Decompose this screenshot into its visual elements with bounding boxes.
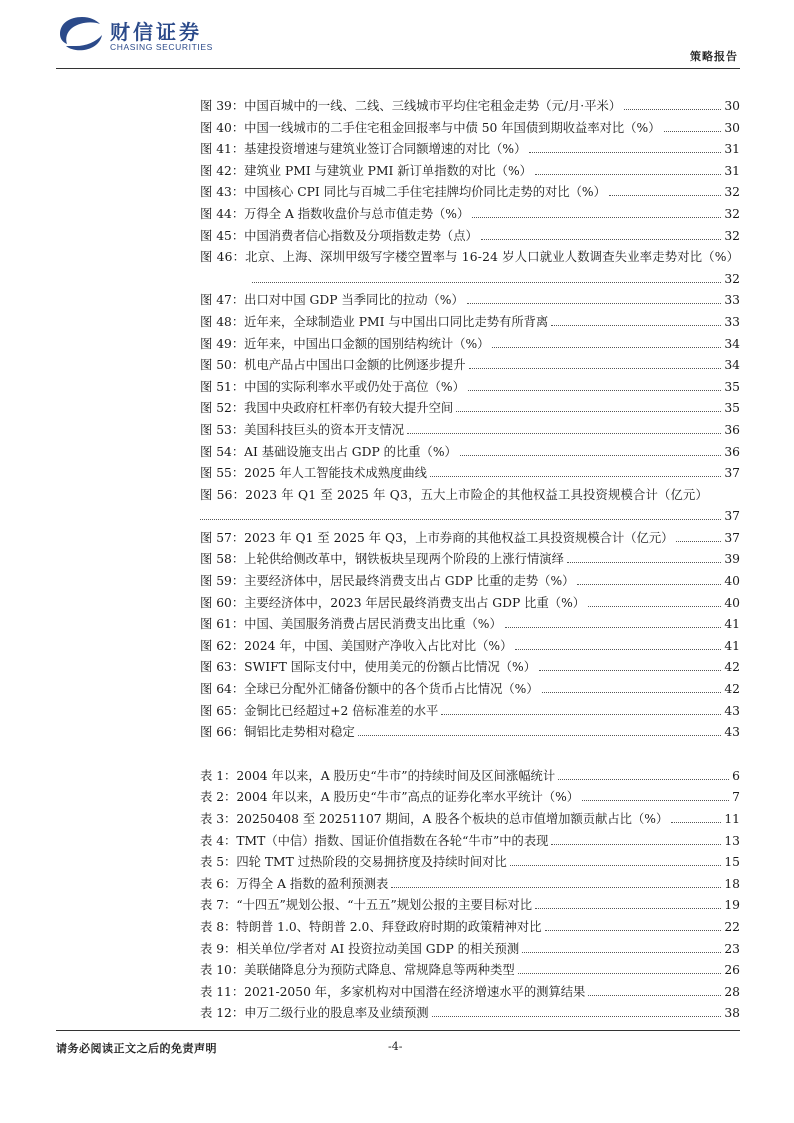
table-list [200,766,740,1025]
toc-entry[interactable] [200,679,740,701]
toc-entry-title: 图 62：2024 年，中国、美国财产净收入占比对比（%） [200,638,513,653]
toc-entry[interactable] [200,831,740,853]
toc-entry[interactable] [200,1003,740,1025]
toc-entry-page: 23 [724,941,740,956]
toc-entry-page: 33 [724,314,740,329]
toc-entry-page: 37 [724,530,740,545]
toc-entry-page: 43 [724,703,740,718]
leader-dots [441,713,721,715]
leader-dots [432,1015,722,1017]
toc-entry-title: 表 11：2021-2050 年，多家机构对中国潜在经济增速水平的测算结果 [200,984,586,999]
toc-entry[interactable] [200,917,740,939]
toc-entry-title: 图 43：中国核心 CPI 同比与百城二手住宅挂牌均价同比走势的对比（%） [200,185,606,200]
leader-dots [472,216,721,218]
toc-entry[interactable] [200,593,740,615]
toc-entry-page: 41 [724,617,740,632]
leader-dots [481,238,722,240]
toc-entry-page: 13 [724,833,740,848]
toc-entry-page: 35 [724,379,740,394]
toc-entry[interactable] [200,161,740,183]
toc-entry-title: 表 10：美联储降息分为预防式降息、常规降息等两种类型 [200,963,515,978]
toc-entry-page: 38 [724,1006,740,1021]
toc-entry-page: 32 [724,228,740,243]
toc-entry-title: 图 40：中国一线城市的二手住宅租金回报率与中债 50 年国债到期收益率对比（%） [200,120,661,135]
toc-entry-title: 表 5：四轮 TMT 过热阶段的交易拥挤度及持续时间对比 [200,855,507,870]
toc-entry-title: 图 44：万得全 A 指数收盘价与总市值走势（%） [200,206,470,221]
leader-dots [252,281,722,283]
table-of-contents [200,96,740,1025]
toc-entry-title: 图 64：全球已分配外汇储备份额中的各个货币占比情况（%） [200,682,539,697]
toc-entry-page: 7 [732,790,740,805]
toc-entry[interactable] [200,614,740,636]
toc-entry-title: 表 9：相关单位/学者对 AI 投资拉动美国 GDP 的相关预测 [200,941,520,956]
toc-entry[interactable] [200,420,740,442]
header-divider [56,68,740,69]
leader-dots [664,130,722,132]
leader-dots [609,194,721,196]
footer-divider [56,1030,740,1031]
page-number: -4- [388,1040,403,1053]
leader-dots [460,454,722,456]
leader-dots [577,583,721,585]
leader-dots [518,972,722,974]
toc-entry-page-line [200,506,740,528]
leader-dots [551,843,721,845]
leader-dots [588,994,721,996]
toc-entry-title: 图 51：中国的实际利率水平或仍处于高位（%） [200,379,465,394]
toc-entry-title: 图 42：建筑业 PMI 与建筑业 PMI 新订单指数的对比（%） [200,163,532,178]
toc-entry-page-line [200,269,740,291]
toc-entry[interactable] [200,874,740,896]
toc-entry-title: 图 39：中国百城中的一线、二线、三线城市平均住宅租金走势（元/月·平米） [200,99,622,113]
toc-entry-page: 31 [724,163,740,178]
toc-entry-title: 图 59：主要经济体中，居民最终消费支出占 GDP 比重的走势（%） [200,574,575,589]
toc-entry-page: 35 [724,401,740,416]
toc-entry-title: 图 54：AI 基础设施支出占 GDP 的比重（%） [200,444,457,459]
toc-entry-page: 31 [724,142,740,157]
toc-entry-title: 图 61：中国、美国服务消费占居民消费支出比重（%） [200,617,502,632]
leader-dots [467,302,722,304]
leader-dots [558,778,729,780]
toc-entry-title: 表 4：TMT（中信）指数、国证价值指数在各轮“牛市”中的表现 [200,833,549,848]
toc-entry[interactable] [200,118,740,140]
toc-entry[interactable] [200,334,740,356]
leader-dots [588,605,721,607]
toc-entry[interactable] [200,139,740,161]
report-type-label: 策略报告 [690,50,738,63]
toc-entry[interactable] [200,226,740,248]
toc-entry-title: 图 63：SWIFT 国际支付中，使用美元的份额占比情况（%） [200,660,537,675]
toc-entry[interactable] [200,982,740,1004]
toc-entry-page: 26 [724,963,740,978]
toc-entry-title: 图 45：中国消费者信心指数及分项指数走势（点） [200,228,478,243]
toc-entry-title: 图 55：2025 年人工智能技术成熟度曲线 [200,466,427,481]
toc-entry-page: 32 [724,271,740,286]
leader-dots [539,669,721,671]
toc-entry[interactable] [200,852,740,874]
toc-entry-title: 图 48：近年来，全球制造业 PMI 与中国出口同比走势有所背离 [200,314,549,329]
toc-entry-title: 表 3：20250408 至 20251107 期间，A 股各个板块的总市值增加额贡献占比（%） [200,812,669,826]
toc-entry[interactable] [200,787,740,809]
toc-entry-title: 图 46：北京、上海、深圳甲级写字楼空置率与 16-24 岁人口就业人数调查失业率走势对比（%） [200,250,740,265]
toc-entry[interactable] [200,355,740,377]
toc-entry-title: 图 49：近年来，中国出口金额的国别结构统计（%） [200,336,490,351]
toc-entry-title: 图 60：主要经济体中，2023 年居民最终消费支出占 GDP 比重（%） [200,595,586,610]
toc-entry-page: 6 [732,768,740,783]
toc-entry[interactable] [200,939,740,961]
leader-dots [492,346,721,348]
toc-entry-title: 图 53：美国科技巨头的资本开支情况 [200,422,405,437]
leader-dots [522,951,721,953]
toc-entry-title: 表 1：2004 年以来，A 股历史“牛市”的持续时间及区间涨幅统计 [200,768,556,783]
toc-entry-title: 图 58：上轮供给侧改革中，钢铁板块呈现两个阶段的上涨行情演绎 [200,552,564,567]
toc-entry-title: 图 56：2023 年 Q1 至 2025 年 Q3，五大上市险企的其他权益工具投资规模合计（亿元） [200,487,709,502]
toc-entry-page: 22 [724,919,740,934]
leader-dots [545,929,722,931]
toc-entry-title: 图 66：铜铝比走势相对稳定 [200,725,355,740]
leader-dots [407,432,721,434]
toc-entry-title: 图 52：我国中央政府杠杆率仍有较大提升空间 [200,401,454,416]
disclaimer-notice: 请务必阅读正文之后的免责声明 [56,1042,217,1055]
page-header [0,0,794,70]
leader-dots [676,540,721,542]
toc-entry-page: 37 [724,509,740,524]
leader-dots [542,691,722,693]
leader-dots [624,108,721,110]
toc-entry[interactable] [200,463,740,485]
toc-entry-title: 表 6：万得全 A 指数的盈利预测表 [200,876,389,891]
toc-entry[interactable] [200,809,740,831]
toc-entry-title: 表 2：2004 年以来，A 股历史“牛市”高点的证券化率水平统计（%） [200,790,580,805]
leader-dots [505,626,722,628]
logo-english-name: CHASING SECURITIES [110,42,213,52]
leader-dots [582,799,729,801]
toc-entry-page: 30 [724,120,740,135]
toc-entry-title: 图 65：金铜比已经超过+2 倍标准差的水平 [200,703,439,718]
toc-entry-page: 39 [724,552,740,567]
toc-entry-page: 36 [724,422,740,437]
toc-entry[interactable] [200,182,740,204]
figure-list [200,96,740,744]
toc-entry-page: 32 [724,206,740,221]
toc-entry-page: 42 [724,682,740,697]
toc-entry-page: 28 [724,984,740,999]
toc-entry[interactable] [200,247,740,269]
toc-entry[interactable] [200,290,740,312]
toc-entry[interactable] [200,442,740,464]
toc-entry-title: 表 8：特朗普 1.0、特朗普 2.0、拜登政府时期的政策精神对比 [200,919,542,934]
toc-entry-title: 表 7：“十四五”规划公报、“十五五”规划公报的主要目标对比 [200,898,533,913]
toc-entry[interactable] [200,377,740,399]
toc-entry-page: 34 [724,358,740,373]
toc-entry[interactable] [200,960,740,982]
toc-entry[interactable] [200,766,740,788]
toc-entry-page: 43 [724,725,740,740]
toc-entry-title: 图 47：出口对中国 GDP 当季同比的拉动（%） [200,293,464,308]
leader-dots [510,864,722,866]
leader-dots [515,648,721,650]
toc-entry-page: 30 [724,99,740,113]
toc-entry-page: 33 [724,293,740,308]
leader-dots [535,173,721,175]
toc-entry[interactable] [200,571,740,593]
toc-entry-page: 32 [724,185,740,200]
leader-dots [469,367,722,369]
toc-entry-title: 图 41：基建投资增速与建筑业签订合同额增速的对比（%） [200,142,527,157]
leader-dots [551,324,721,326]
toc-entry-title: 图 50：机电产品占中国出口金额的比例逐步提升 [200,358,466,373]
toc-entry-page: 40 [724,574,740,589]
toc-entry-page: 40 [724,595,740,610]
toc-entry[interactable] [200,549,740,571]
toc-entry[interactable] [200,485,740,507]
toc-entry-page: 36 [724,444,740,459]
section-gap [200,744,740,766]
toc-entry[interactable] [200,657,740,679]
leader-dots [358,734,722,736]
leader-dots [430,475,721,477]
toc-entry-title: 图 57：2023 年 Q1 至 2025 年 Q3，上市券商的其他权益工具投资规模合计（亿元） [200,530,674,545]
toc-entry-page: 42 [724,660,740,675]
leader-dots [456,410,721,412]
leader-dots [468,389,721,391]
toc-entry-page: 34 [724,336,740,351]
toc-entry[interactable] [200,722,740,744]
chasing-securities-logo-icon [56,14,104,54]
toc-entry-page: 11 [724,812,740,826]
leader-dots [671,821,721,823]
logo-chinese-name: 财信证券 [110,20,202,44]
leader-dots [529,151,721,153]
leader-dots [391,886,721,888]
toc-entry[interactable] [200,895,740,917]
toc-entry[interactable] [200,398,740,420]
leader-dots [567,561,721,563]
toc-entry[interactable] [200,312,740,334]
toc-entry-title: 表 12：申万二级行业的股息率及业绩预测 [200,1006,429,1021]
toc-entry-page: 18 [724,876,740,891]
leader-dots [535,907,721,909]
toc-entry[interactable] [200,636,740,658]
toc-entry-page: 37 [724,466,740,481]
toc-entry[interactable] [200,204,740,226]
toc-entry-page: 19 [724,898,740,913]
toc-entry-page: 15 [724,855,740,870]
toc-entry[interactable] [200,96,740,118]
toc-entry[interactable] [200,701,740,723]
leader-dots [200,518,721,520]
toc-entry-page: 41 [724,638,740,653]
toc-entry[interactable] [200,528,740,550]
